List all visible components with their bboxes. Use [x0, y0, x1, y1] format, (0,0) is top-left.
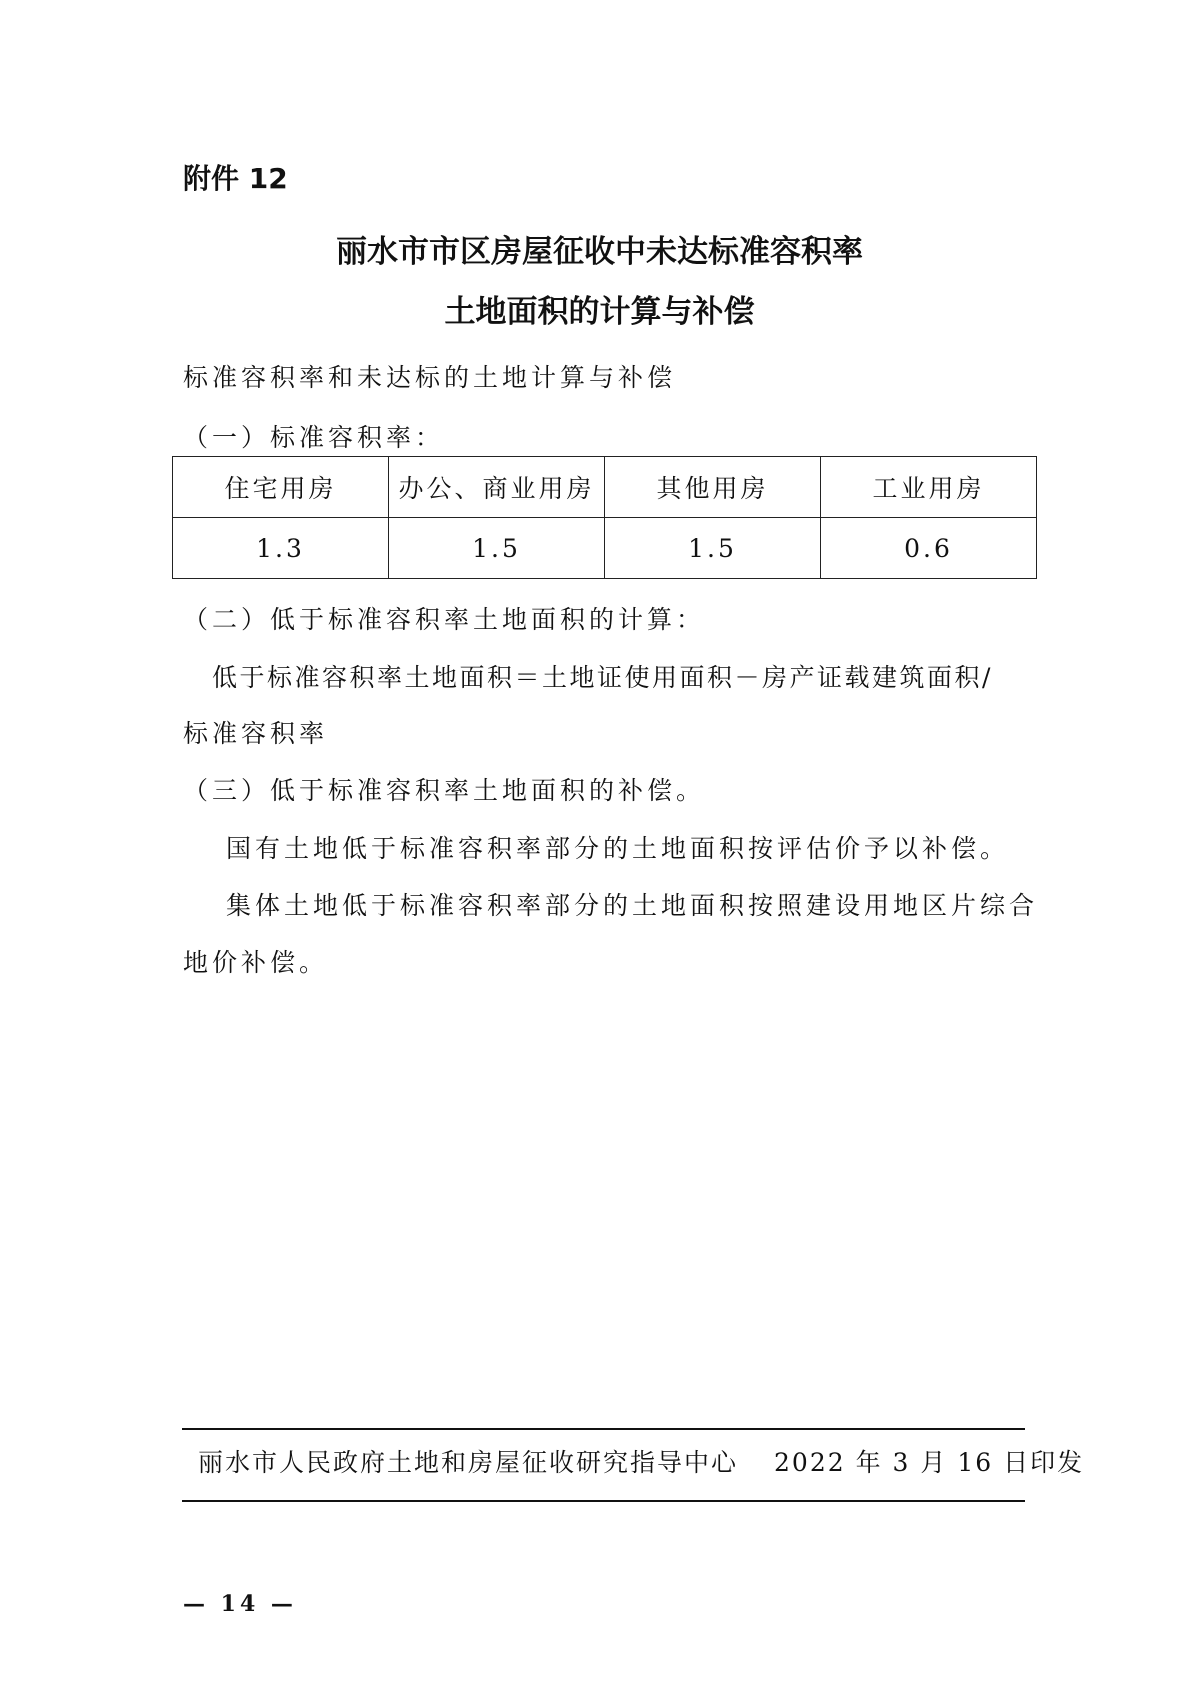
table-row: [173, 518, 1037, 579]
paragraph-1: 国有土地低于标准容积率部分的土地面积按评估价予以补偿。: [226, 834, 1010, 863]
table-header-row: [173, 457, 1037, 518]
ratio-table: [172, 456, 1037, 579]
table-cell: 1.5: [388, 518, 604, 579]
section-3-heading: （三）低于标准容积率土地面积的补偿。: [183, 776, 706, 805]
title-line-1: 丽水市市区房屋征收中未达标准容积率: [336, 234, 863, 270]
table-header-cell: 住宅用房: [173, 457, 389, 518]
footer-issuer-line: [198, 1443, 1084, 1479]
table-header-cell: 办公、商业用房: [388, 457, 604, 518]
table-cell: 0.6: [821, 518, 1037, 579]
section-2-heading: （二）低于标准容积率土地面积的计算：: [183, 605, 706, 634]
paragraph-2-line-1: 集体土地低于标准容积率部分的土地面积按照建设用地区片综合: [226, 891, 1039, 920]
table-header-cell: 其他用房: [605, 457, 821, 518]
table-cell: 1.3: [173, 518, 389, 579]
footer-top-rule: [182, 1428, 1025, 1430]
paragraph-2-line-2: 地价补偿。: [183, 948, 329, 977]
intro-text: 标准容积率和未达标的土地计算与补偿: [183, 363, 677, 392]
formula-line-2: 标准容积率: [183, 719, 329, 748]
section-1-heading: （一）标准容积率：: [183, 423, 445, 452]
attachment-label: 附件 12: [183, 162, 288, 195]
page-number: — 14 —: [183, 1591, 297, 1617]
title-line-2: 土地面积的计算与补偿: [444, 294, 755, 330]
formula-line-1: 低于标准容积率土地面积＝土地证使用面积－房产证载建筑面积/: [212, 663, 993, 692]
footer-bottom-rule: [182, 1500, 1025, 1502]
footer-issuer: 丽水市人民政府土地和房屋征收研究指导中心: [198, 1448, 739, 1477]
table-cell: 1.5: [605, 518, 821, 579]
table-header-cell: 工业用房: [821, 457, 1037, 518]
footer-date: 2022 年 3 月 16 日印发: [774, 1448, 1085, 1477]
